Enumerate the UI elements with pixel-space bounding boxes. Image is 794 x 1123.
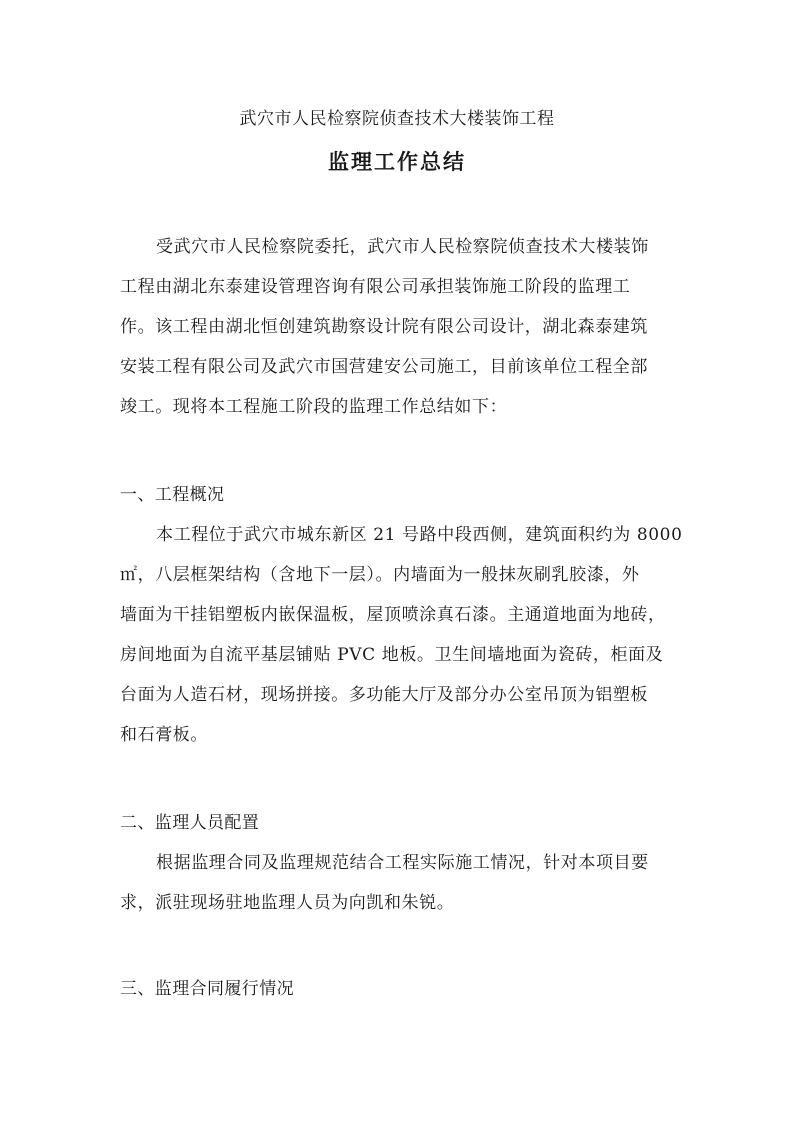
paragraph-line: 房间地面为自流平基层铺贴 PVC 地板。卫生间墙地面为瓷砖，柜面及 — [120, 645, 664, 665]
section-heading: 二、监理人员配置 — [120, 813, 260, 833]
intro-line: 受武穴市人民检察院委托，武穴市人民检察院侦查技术大楼装饰 — [156, 237, 649, 257]
section-heading: 一、工程概况 — [120, 485, 225, 505]
document-title: 监理工作总结 — [328, 149, 466, 174]
paragraph-line: 台面为人造石材，现场拼接。多功能大厅及部分办公室吊顶为铝塑板 — [120, 685, 648, 705]
intro-line: 作。该工程由湖北恒创建筑勘察设计院有限公司设计，湖北森泰建筑 — [120, 317, 648, 337]
document-subtitle: 武穴市人民检察院侦查技术大楼装饰工程 — [239, 109, 555, 129]
intro-line: 竣工。现将本工程施工阶段的监理工作总结如下： — [120, 397, 508, 417]
paragraph-line: 求，派驻现场驻地监理人员为向凯和朱锐。 — [120, 893, 455, 913]
section-heading: 三、监理合同履行情况 — [120, 979, 294, 999]
paragraph-line: 墙面为干挂铝塑板内嵌保温板，屋顶喷涂真石漆。主通道地面为地砖， — [120, 605, 666, 625]
intro-line: 安装工程有限公司及武穴市国营建安公司施工，目前该单位工程全部 — [120, 357, 648, 377]
paragraph-line: 根据监理合同及监理规范结合工程实际施工情况，针对本项目要 — [156, 853, 649, 873]
paragraph-line: 和石膏板。 — [120, 725, 208, 745]
paragraph-line: 本工程位于武穴市城东新区 21 号路中段西侧，建筑面积约为 8000 — [156, 525, 683, 545]
intro-line: 工程由湖北东泰建设管理咨询有限公司承担装饰施工阶段的监理工 — [120, 277, 631, 297]
paragraph-line: ㎡，八层框架结构（含地下一层）。内墙面为一般抹灰刷乳胶漆，外 — [120, 565, 640, 585]
